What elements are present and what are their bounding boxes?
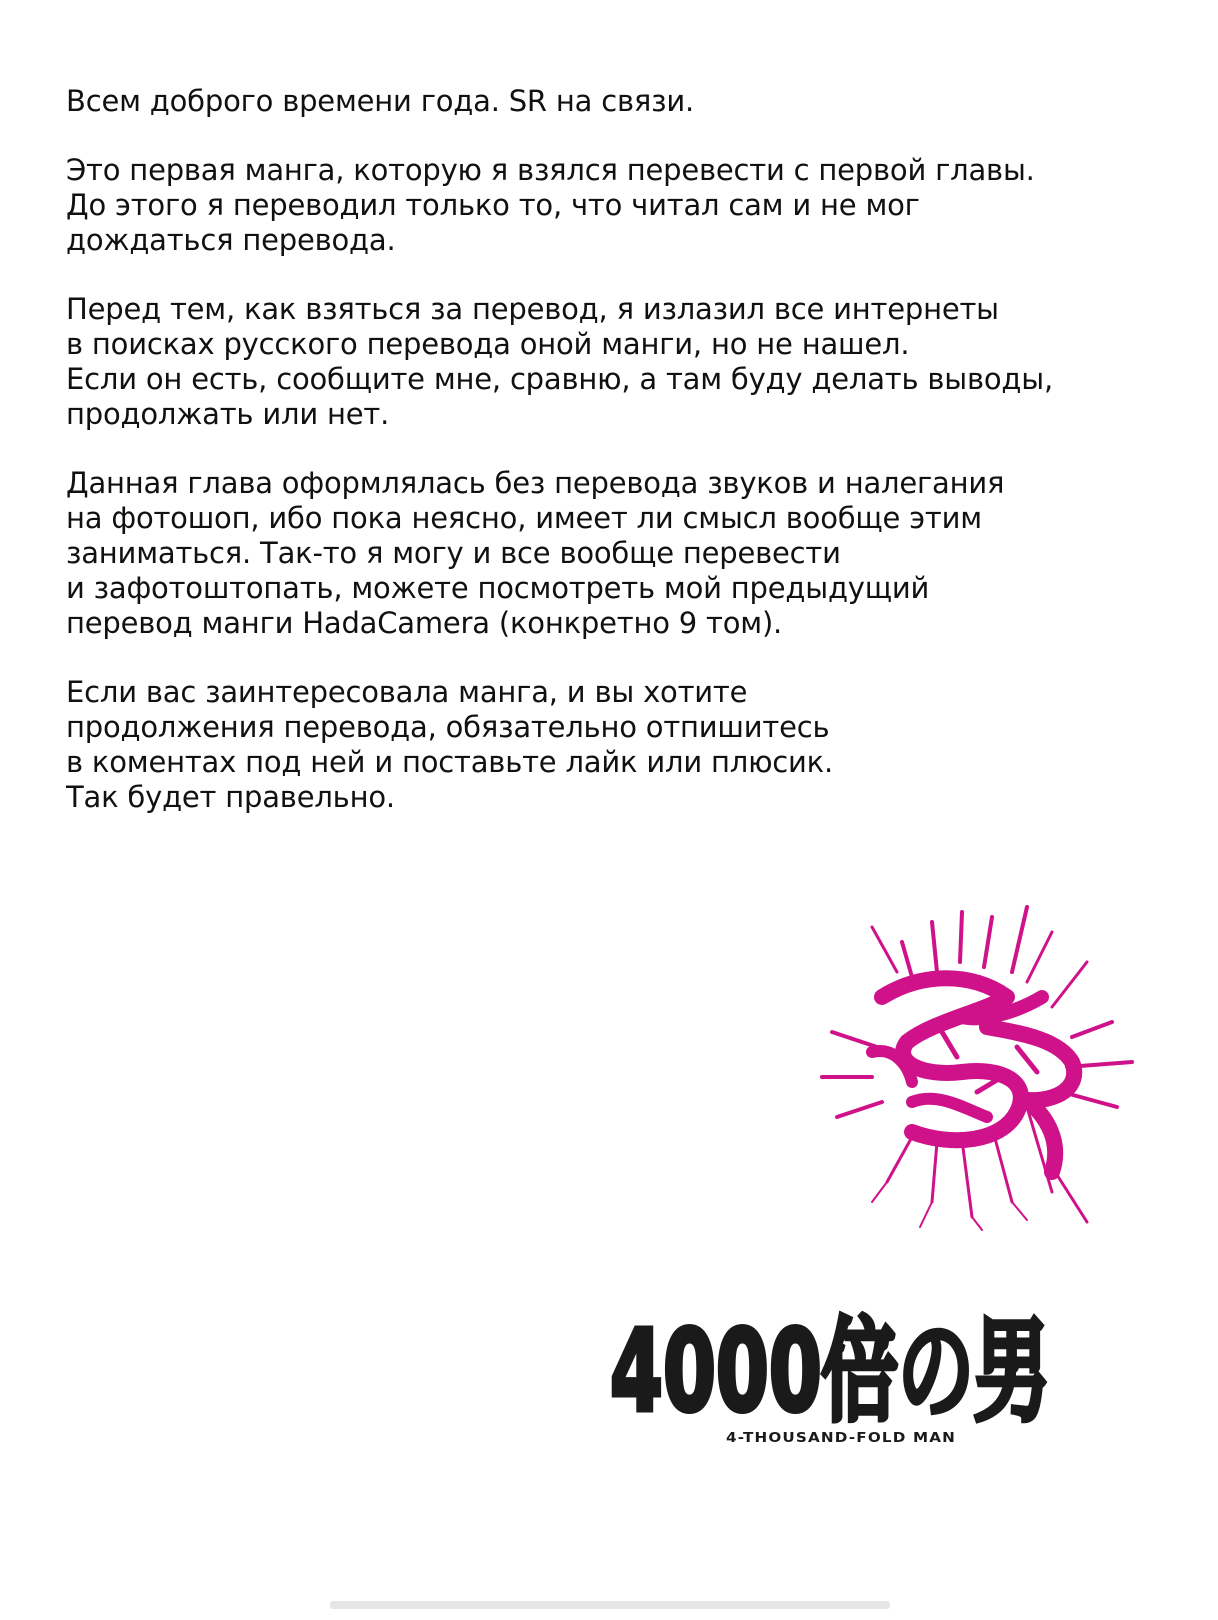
note-paragraph-4 (66, 466, 1166, 641)
title-logo-subtitle: 4-THOUSAND-FOLD MAN (726, 1431, 956, 1446)
manga-title-logo (606, 1290, 1066, 1455)
note-line: продолжения перевода, обязательно отпишитесь (66, 710, 830, 744)
note-paragraph-3 (66, 292, 1166, 432)
note-line: Это первая манга, которую я взялся перевести с первой главы. (66, 153, 1035, 187)
note-line: До этого я переводил только то, что читал сам и не мог (66, 188, 920, 222)
note-line: и зафотоштопать, можете посмотреть мой предыдущий (66, 571, 930, 605)
note-paragraph-5 (66, 675, 1166, 815)
note-paragraph-2 (66, 153, 1166, 258)
sr-scanlator-logo-icon (812, 902, 1142, 1232)
note-line: Данная глава оформлялась без перевода звуков и налегания (66, 466, 1005, 500)
note-line: в поисках русского перевода оной манги, но не нашел. (66, 327, 910, 361)
note-line: Так будет правельно. (66, 780, 395, 814)
note-line: продолжать или нет. (66, 397, 390, 431)
note-line: на фотошоп, ибо пока неясно, имеет ли смысл вообще этим (66, 501, 982, 535)
footer-watermark (330, 1598, 890, 1612)
note-line: заниматься. Так-то я могу и все вообще перевести (66, 536, 841, 570)
note-line: в коментах под ней и поставьте лайк или плюсик. (66, 745, 834, 779)
title-logo-main-text: 4000倍の男 (610, 1307, 1050, 1437)
note-paragraph-1 (66, 84, 1166, 119)
note-line: дождаться перевода. (66, 223, 396, 257)
note-line: Если он есть, сообщите мне, сравню, а там буду делать выводы, (66, 362, 1053, 396)
translator-note (66, 84, 1166, 849)
note-line: Если вас заинтересовала манга, и вы хотите (66, 675, 748, 709)
note-line: Всем доброго времени года. SR на связи. (66, 84, 695, 118)
note-line: Перед тем, как взяться за перевод, я излазил все интернеты (66, 292, 999, 326)
note-line: перевод манги HadaCamera (конкретно 9 том). (66, 606, 783, 640)
